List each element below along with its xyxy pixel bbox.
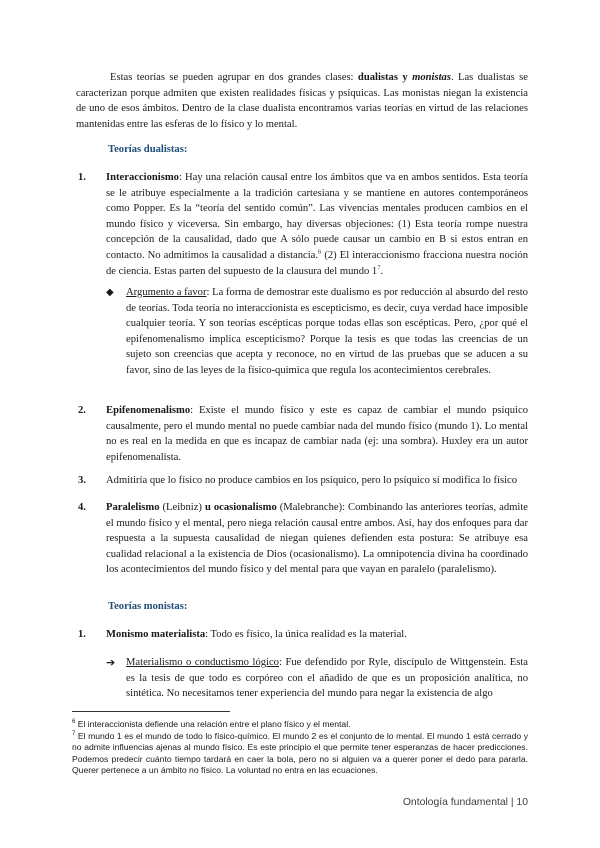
dualist-item-2 bbox=[78, 403, 528, 465]
item-number: 1. bbox=[78, 629, 86, 640]
author-leibniz: (Leibniz) bbox=[159, 502, 205, 513]
item-text: Admitiría que lo físico no produce cambios en los psíquico, pero lo psíquico sí modifica lo físico bbox=[106, 475, 518, 486]
argument-label: Argumento a favor bbox=[126, 287, 207, 298]
item-text: (Malebranche): Combinando las anteriores teorías, admite el mundo físico y el mental, pero niega relación causal entre ambos. Así, hay dos enfoques para dar respuesta a la supuesta causalidad de niegan quienes defienden esta postura: Se atribuye esa cualidad relacional a la existencia de Dios (ocasionalismo). La omnipotencia divina ha coordinado los acontecimientos del mundo físico y del mental para que vayan en paralelo (paralelismo). bbox=[106, 502, 528, 576]
intro-text: Estas teorías se pueden agrupar en dos grandes clases: bbox=[110, 72, 358, 83]
footnote-ref-7[interactable]: 7 bbox=[377, 264, 381, 272]
item-number: 2. bbox=[78, 405, 86, 416]
footnote-ref-6[interactable]: 6 bbox=[318, 248, 322, 256]
term-epifenomenalismo: Epifenomenalismo bbox=[106, 405, 191, 416]
footnote-text: El mundo 1 es el mundo de todo lo físico-químico. El mundo 2 es el conjunto de lo mental. El mundo 1 está cerrado y no admite influencias ajenas al mundo físico. Es este principio el que permite tener esperanzas de hacer predicciones. Podemos predecir cuánto tiempo tardará en caer la bola, pero no si alguien va a querer poner el dedo para pararla. Querer pertenece a un ámbito no físico. La voluntad no entra en las ecuaciones. bbox=[72, 731, 528, 775]
intro-text-rest: . Las dualistas se caracterizan porque admiten que existen realidades físicas y psíquicas. Las monistas niegan la existencia de uno de esos ámbitos. Dentro de la clase dualista encontramos varias teorías en virtud de las relaciones mantenidas entre las esferas de lo físico y lo mental. bbox=[76, 72, 528, 130]
item-number: 1. bbox=[78, 172, 86, 183]
diamond-bullet-icon: ◆ bbox=[106, 287, 114, 298]
argument-text: : La forma de demostrar este dualismo es por reducción al absurdo del resto de teorías. Toda teoría no interaccionista es escepticismo, es decir, cuya verdad hace imposible cualquier teoría. Y son teorías escépticas porque todas ellas son escépticas. Pero, ¿por qué el epifenomenalismo implica escepticismo? Porque la tesis es que todas las creencias de un sujeto son creencias que acepta y reconoce, no en virtud de las pruebas que se aducen a su favor, sino de las leyes de la físico-química que regula los acontecimientos cerebrales. bbox=[126, 287, 528, 376]
footnote-text: El interaccionista defiende una relación entre el plano físico y el mental. bbox=[75, 719, 351, 729]
dualist-item-1 bbox=[78, 170, 528, 279]
term-paralelismo: Paralelismo bbox=[106, 502, 160, 513]
monist-heading: Teorías monistas: bbox=[108, 601, 188, 612]
item-text-cont: (2) El interaccionismo fracciona nuestra noción de ciencia. Estas parten del supuesto de la clausura del mundo 1 bbox=[106, 249, 528, 277]
term-monistas: monistas bbox=[412, 72, 451, 83]
intro-paragraph bbox=[76, 70, 528, 132]
term-interaccionismo: Interaccionismo bbox=[106, 172, 179, 183]
argument-bullet bbox=[106, 285, 528, 379]
item-text-end: . bbox=[380, 265, 384, 277]
term-dualistas: dualistas bbox=[357, 72, 398, 83]
logical-behaviorism-text: : Fue defendido por Ryle, discípulo de Wittgenstein. Esta es la tesis de que todo es corpóreo con el añadido de que es un proposición analítica, no sintética. No necesitamos tener experiencia del mundo para negar la existencia de algo bbox=[126, 657, 528, 700]
footnote-separator bbox=[72, 711, 230, 712]
item-text: : Todo es físico, la única realidad es la material. bbox=[205, 629, 407, 640]
dualist-item-3 bbox=[78, 473, 528, 489]
term-monismo-materialista: Monismo materialista bbox=[106, 629, 206, 640]
page-footer: Ontología fundamental | 10 bbox=[402, 797, 528, 808]
intro-conj: y bbox=[397, 72, 413, 83]
logical-behaviorism-bullet bbox=[106, 655, 528, 702]
arrow-right-icon: ➔ bbox=[106, 656, 116, 669]
footnote-7 bbox=[72, 731, 528, 776]
logical-behaviorism-label: Materialismo o conductismo lógico bbox=[126, 657, 279, 668]
item-text: : Hay una relación causal entre los ámbitos que va en ambos sentidos. Esta teoría se le atribuye especialmente a la tradición cartesiana y se mantiene en autores contemporáneos como Popper. Es la “teoría del sentido común”. Las vivencias mentales producen cambios en el mundo físico y viceversa. Sin embargo, hay diversas objeciones: (1) Esta teoría rompe nuestra concepción de la causalidad, dado que A sólo puede causar un cambio en B si estos entran en contacto. No admitimos la causalidad a distancia. bbox=[106, 172, 528, 261]
dualist-item-4 bbox=[78, 500, 528, 578]
dualist-heading: Teorías dualistas: bbox=[108, 144, 188, 155]
footnote-6 bbox=[72, 719, 528, 730]
item-number: 4. bbox=[78, 502, 86, 513]
footnote-number: 7 bbox=[72, 731, 76, 738]
footnote-number: 6 bbox=[72, 719, 76, 726]
monist-item-1 bbox=[78, 627, 528, 643]
term-ocasionalismo: u ocasionalismo bbox=[204, 502, 277, 513]
item-number: 3. bbox=[78, 475, 86, 486]
item-text: : Existe el mundo físico y este es capaz de cambiar el mundo psíquico causalmente, pero el mundo mental no puede cambiar nada del mundo físico (mundo 1). Lo mental no es real en la medida en que es incapaz de cambiar nada (ej: una sombra). Huxley era un autor epifenomenalista. bbox=[106, 405, 528, 463]
